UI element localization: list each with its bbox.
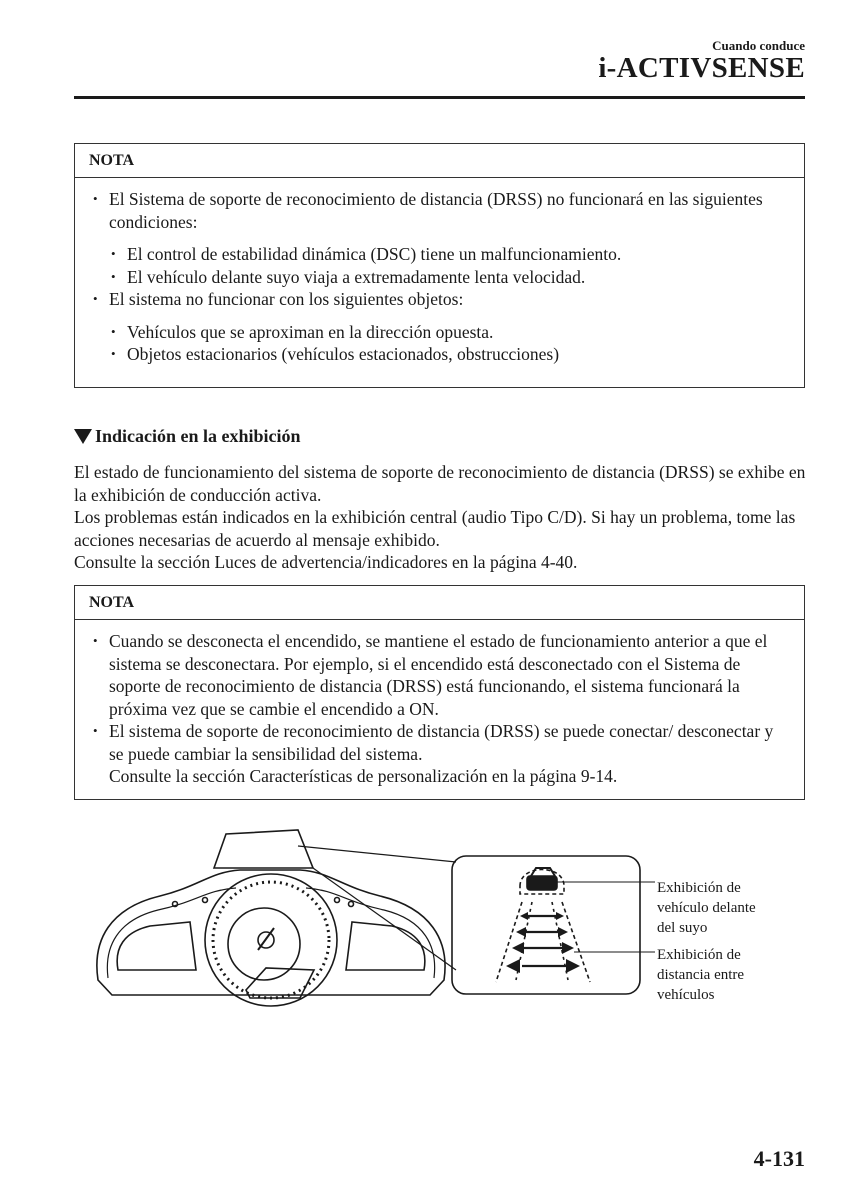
triangle-down-icon xyxy=(74,429,92,444)
label-line: Exhibición de xyxy=(657,880,741,896)
distance-bars xyxy=(522,916,566,966)
center-display xyxy=(246,968,314,998)
label-line: distancia entre xyxy=(657,967,745,983)
label-distance xyxy=(657,945,744,1005)
left-gauge xyxy=(117,922,196,970)
nota-sub-bullet: • Objetos estacionarios (vehículos estacionados, obstrucciones) xyxy=(89,343,788,366)
nota-box-1 xyxy=(74,143,805,388)
paragraph: Los problemas están indicados en la exhibición central (audio Tipo C/D). Si hay un problema, tome las acciones necesarias de acuerdo al mensaje exhibido. xyxy=(74,507,796,550)
distance-arrows xyxy=(506,912,580,973)
section-body xyxy=(74,461,809,574)
header-section-label: Cuando conduce xyxy=(712,38,805,53)
right-gauge xyxy=(346,922,425,970)
active-driving-display-shape xyxy=(214,830,313,868)
section-heading-text: Indicación en la exhibición xyxy=(95,426,301,446)
label-vehicle-ahead xyxy=(657,878,756,938)
distance-lanes xyxy=(496,902,590,982)
label-line: vehículos xyxy=(657,987,715,1003)
paragraph: Consulte la sección Luces de advertencia/indicadores en la página 4-40. xyxy=(74,552,578,572)
nota-bullet: • El sistema de soporte de reconocimiento de distancia (DRSS) se puede conectar/ desconectar y se puede cambiar la sensibilidad del sistema. xyxy=(89,720,788,765)
page-number: 4-131 xyxy=(753,1146,805,1171)
paragraph: El estado de funcionamiento del sistema de soporte de reconocimiento de distancia (DRSS) se exhibe en la exhibición de conducción activa. xyxy=(74,462,806,505)
nota-bullet: • El sistema no funcionar con los siguientes objetos: xyxy=(89,288,788,311)
nota-bullet: • Cuando se desconecta el encendido, se mantiene el estado de funcionamiento anterior a que el sistema se desconectara. Por ejemplo, si el encendido está desconectado con el Sistema de soporte de reconocimiento de distancia (DRSS) está funcionando, el sistema funcionará la próxima vez que se cambie el encendido a ON. xyxy=(89,630,788,720)
nota-sub-bullet: • El control de estabilidad dinámica (DSC) tiene un malfuncionamiento. xyxy=(89,243,788,266)
header-divider xyxy=(74,96,805,99)
section-heading xyxy=(74,426,301,447)
page-title: i-ACTIVSENSE xyxy=(598,52,805,84)
instrument-cluster-figure xyxy=(0,820,845,1040)
label-line: Exhibición de xyxy=(657,947,741,963)
label-line: vehículo delante xyxy=(657,900,756,916)
nota-sub-bullet: • El vehículo delante suyo viaja a extremadamente lenta velocidad. xyxy=(89,266,788,289)
nota-box-2 xyxy=(74,585,805,800)
nota-sub-bullet: • Vehículos que se aproximan en la dirección opuesta. xyxy=(89,321,788,344)
nota-title: NOTA xyxy=(75,586,804,620)
nota-reference: Consulte la sección Características de personalización en la página 9-14. xyxy=(109,766,618,786)
label-line: del suyo xyxy=(657,920,708,936)
nota-bullet: • El Sistema de soporte de reconocimiento de distancia (DRSS) no funcionará en las siguientes condiciones: xyxy=(89,188,788,233)
speedometer-outer xyxy=(205,874,337,1006)
nota-title: NOTA xyxy=(75,144,804,178)
